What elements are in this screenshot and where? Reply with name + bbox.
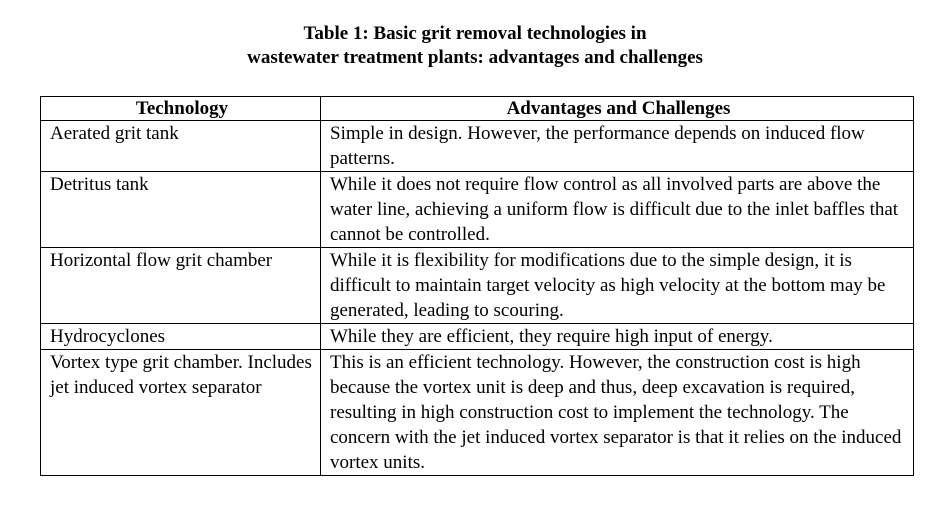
notes-cell: Simple in design. However, the performance depends on induced flow patterns. [321, 121, 914, 172]
technology-cell: Vortex type grit chamber. Includes jet induced vortex separator [41, 350, 321, 476]
table-header-row [41, 97, 914, 121]
technology-cell: Horizontal flow grit chamber [41, 248, 321, 324]
notes-cell: While it is flexibility for modifications due to the simple design, it is difficult to maintain target velocity as high velocity at the bottom may be generated, leading to scouring. [321, 248, 914, 324]
table-row [41, 172, 914, 248]
technology-cell: Aerated grit tank [41, 121, 321, 172]
notes-cell: While it does not require flow control as all involved parts are above the water line, achieving a uniform flow is difficult due to the inlet baffles that cannot be controlled. [321, 172, 914, 248]
table-row [41, 324, 914, 350]
table-row [41, 248, 914, 324]
technology-cell: Hydrocyclones [41, 324, 321, 350]
caption-line-2: wastewater treatment plants: advantages and challenges [247, 47, 703, 68]
table-row [41, 350, 914, 476]
caption-line-1: Table 1: Basic grit removal technologies in [303, 23, 647, 44]
table-caption [0, 22, 950, 70]
header-advantages-challenges: Advantages and Challenges [321, 97, 914, 121]
notes-cell: This is an efficient technology. However, the construction cost is high because the vortex unit is deep and thus, deep excavation is required, resulting in high construction cost to implement the technology. The concern with the jet induced vortex separator is that it relies on the induced vortex units. [321, 350, 914, 476]
technology-cell: Detritus tank [41, 172, 321, 248]
notes-cell: While they are efficient, they require high input of energy. [321, 324, 914, 350]
grit-technologies-table [40, 96, 914, 476]
header-technology: Technology [41, 97, 321, 121]
table-row [41, 121, 914, 172]
